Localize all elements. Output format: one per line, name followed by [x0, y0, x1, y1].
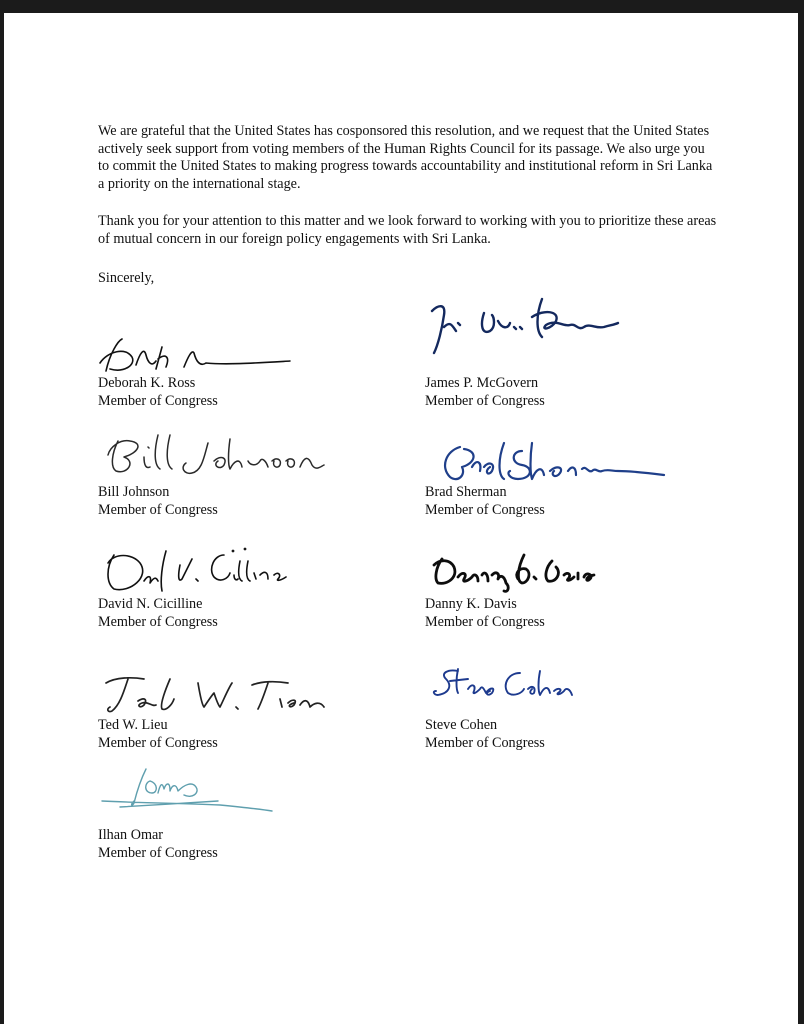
- signature-james-mcgovern: [424, 291, 624, 357]
- signer-block-ilhan-omar: [98, 826, 218, 862]
- signer-name: Steve Cohen: [425, 717, 498, 733]
- signature-ted-lieu: [100, 671, 330, 721]
- signer-block-james-mcgovern: [425, 374, 545, 410]
- signature-ilhan-omar: [100, 763, 276, 815]
- signer-name: Bill Johnson: [98, 484, 170, 500]
- signer-title: Member of Congress: [425, 614, 545, 630]
- signer-name: Ilhan Omar: [98, 827, 164, 843]
- letter-closing: Sincerely,: [98, 270, 155, 286]
- signer-name: Deborah K. Ross: [98, 375, 196, 391]
- signer-block-bill-johnson: [98, 483, 218, 519]
- signer-block-david-cicilline: [98, 595, 218, 631]
- signer-title: Member of Congress: [98, 502, 218, 518]
- signer-block-ted-lieu: [98, 716, 218, 752]
- signature-brad-sherman: [436, 437, 668, 485]
- signer-name: David N. Cicilline: [98, 596, 203, 612]
- signer-name: Ted W. Lieu: [98, 717, 168, 733]
- signature-deborah-ross: [96, 333, 296, 377]
- signer-block-steve-cohen: [425, 716, 545, 752]
- signer-title: Member of Congress: [425, 735, 545, 751]
- letter-page: [4, 13, 798, 1024]
- letter-paragraph-1: We are grateful that the United States has cosponsored this resolution, and we request that the United States actively seek support from voting members of the Human Rights Council for its passage. We also urge you to commit the United States to making progress towards accountability and institutional reform in Sri Lanka a priority on the international stage.: [98, 123, 713, 192]
- signer-name: Danny K. Davis: [425, 596, 517, 612]
- signature-danny-davis: [428, 549, 608, 593]
- signer-block-deborah-ross: [98, 374, 218, 410]
- signer-title: Member of Congress: [98, 735, 218, 751]
- signer-title: Member of Congress: [98, 845, 218, 861]
- signature-steve-cohen: [428, 663, 578, 703]
- signer-name: Brad Sherman: [425, 484, 507, 500]
- signer-title: Member of Congress: [425, 502, 545, 518]
- signer-title: Member of Congress: [98, 614, 218, 630]
- signer-block-brad-sherman: [425, 483, 545, 519]
- signature-david-cicilline: [100, 541, 300, 595]
- signature-bill-johnson: [100, 431, 330, 481]
- letter-paragraph-2: Thank you for your attention to this matter and we look forward to working with you to prioritize these areas of mutual concern in our foreign policy engagements with Sri Lanka.: [98, 213, 717, 247]
- signer-name: James P. McGovern: [425, 375, 539, 391]
- signer-block-danny-davis: [425, 595, 545, 631]
- signer-title: Member of Congress: [98, 393, 218, 409]
- signer-title: Member of Congress: [425, 393, 545, 409]
